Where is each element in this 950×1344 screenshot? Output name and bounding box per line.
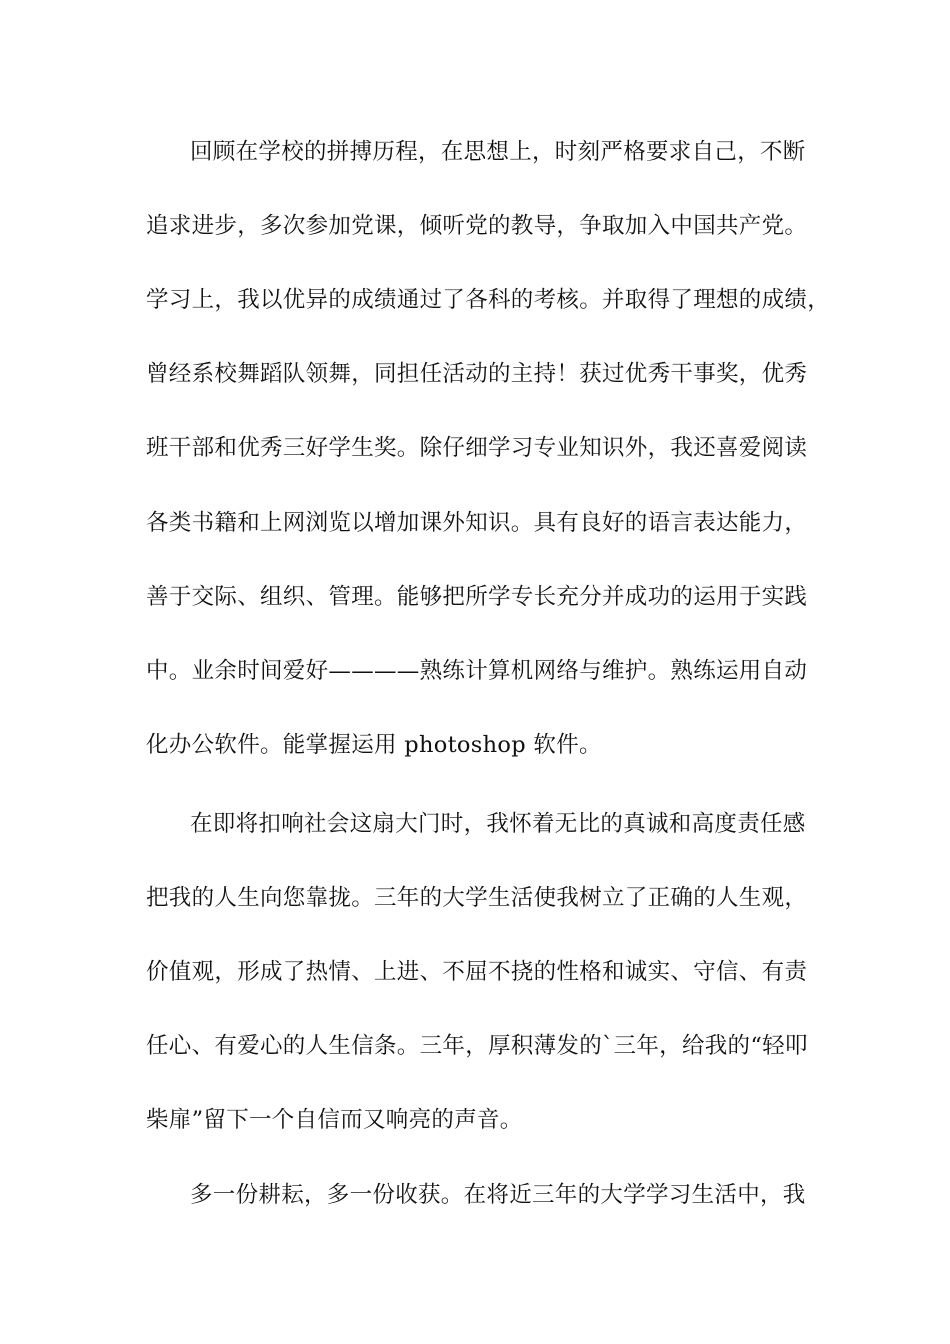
paragraph-1-line-1: 回顾在学校的拼搏历程，在思想上，时刻严格要求自己，不断 — [190, 139, 806, 165]
paragraph-2-line-2: 把我的人生向您靠拢。三年的大学生活使我树立了正确的人生观， — [146, 885, 808, 911]
paragraph-3-line-1: 多一份耕耘，多一份收获。在将近三年的大学学习生活中，我 — [190, 1182, 806, 1208]
paragraph-1-line-8: 中。业余时间爱好————熟练计算机网络与维护。熟练运用自动 — [146, 658, 808, 684]
paragraph-2-line-4: 任心、有爱心的人生信条。三年，厚积薄发的`三年，给我的“轻叩 — [146, 1033, 808, 1059]
paragraph-2-line-5: 柴扉”留下一个自信而又响亮的声音。 — [146, 1107, 523, 1133]
paragraph-1-line-5: 班干部和优秀三好学生奖。除仔细学习专业知识外，我还喜爱阅读 — [146, 435, 808, 461]
paragraph-2-line-3: 价值观，形成了热情、上进、不屈不挠的性格和诚实、守信、有责 — [146, 959, 808, 985]
paragraph-1-line-2: 追求进步，多次参加党课，倾听党的教导，争取加入中国共产党。 — [146, 213, 808, 239]
paragraph-1-line-9: 化办公软件。能掌握运用 photoshop 软件。 — [146, 732, 602, 758]
paragraph-2-line-1: 在即将扣响社会这扇大门时，我怀着无比的真诚和高度责任感 — [190, 811, 806, 837]
paragraph-1-line-3: 学习上，我以优异的成绩通过了各科的考核。并取得了理想的成绩， — [146, 287, 831, 313]
paragraph-1-line-6: 各类书籍和上网浏览以增加课外知识。具有良好的语言表达能力， — [146, 510, 808, 536]
paragraph-1-line-4: 曾经系校舞蹈队领舞，同担任活动的主持！获过优秀干事奖，优秀 — [146, 361, 808, 387]
paragraph-1-line-7: 善于交际、组织、管理。能够把所学专长充分并成功的运用于实践 — [146, 584, 808, 610]
